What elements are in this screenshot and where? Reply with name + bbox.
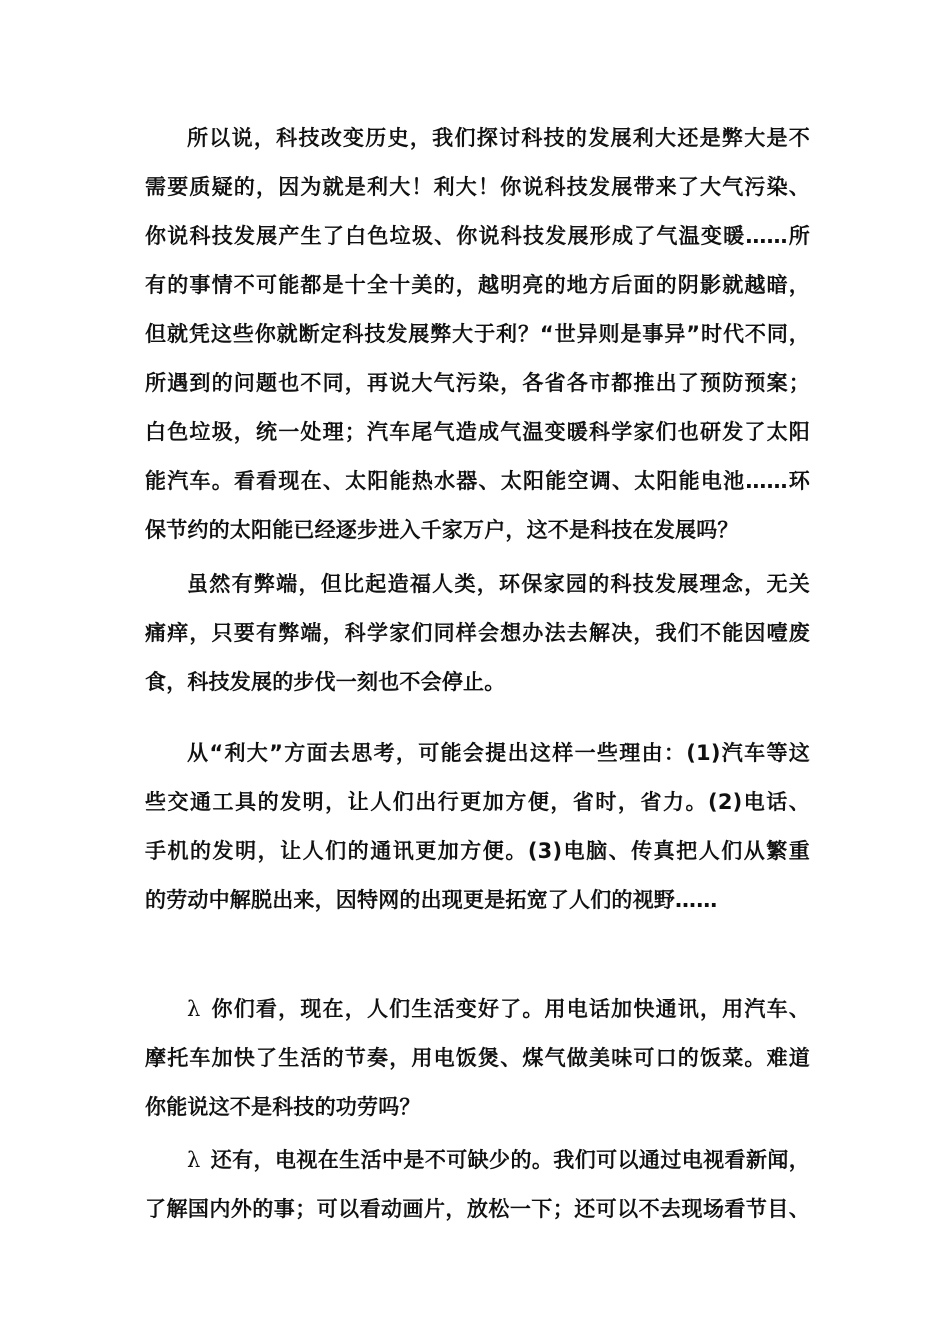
text-line: 痛痒，只要有弊端，科学家们同样会想办法去解决，我们不能因噎废 <box>145 621 810 645</box>
text-line: 需要质疑的，因为就是利大！利大！你说科技发展带来了大气污染、 <box>145 175 810 199</box>
text-line: 的劳动中解脱出来，因特网的出现更是拓宽了人们的视野…… <box>145 888 718 912</box>
text-line <box>187 1147 810 1173</box>
text-line: 有的事情不可能都是十全十美的，越明亮的地方后面的阴影就越暗， <box>145 273 810 297</box>
text-line: 保节约的太阳能已经逐步进入千家万户，这不是科技在发展吗？ <box>145 518 739 542</box>
text-line: 手机的发明，让人们的通讯更加方便。(3)电脑、传真把人们从繁重 <box>145 839 810 863</box>
text-line: 能汽车。看看现在、太阳能热水器、太阳能空调、太阳能电池……环 <box>145 469 810 493</box>
text-line: 但就凭这些你就断定科技发展弊大于利？“世异则是事异”时代不同， <box>145 322 810 346</box>
text-line: 了解国内外的事；可以看动画片，放松一下；还可以不去现场看节目、 <box>145 1197 810 1221</box>
lambda-bullet: λ <box>187 997 201 1021</box>
text-line: 从“利大”方面去思考，可能会提出这样一些理由：(1)汽车等这 <box>187 741 810 765</box>
text-line: 你说科技发展产生了白色垃圾、你说科技发展形成了气温变暖……所 <box>145 224 810 248</box>
text-line: 食，科技发展的步伐一刻也不会停止。 <box>145 670 506 694</box>
text-line: 所以说，科技改变历史，我们探讨科技的发展利大还是弊大是不 <box>187 126 810 150</box>
text-line: 些交通工具的发明，让人们出行更加方便，省时，省力。(2)电话、 <box>145 790 810 814</box>
text-line: 虽然有弊端，但比起造福人类，环保家园的科技发展理念，无关 <box>187 572 810 596</box>
text-line: 摩托车加快了生活的节奏，用电饭煲、煤气做美味可口的饭菜。难道 <box>145 1046 810 1070</box>
text-line: 所遇到的问题也不同，再说大气污染，各省各市都推出了预防预案； <box>145 371 810 395</box>
bullet-text: 还有，电视在生活中是不可缺少的。我们可以通过电视看新闻， <box>210 1148 810 1172</box>
text-line <box>187 996 810 1022</box>
text-line: 你能说这不是科技的功劳吗？ <box>145 1095 421 1119</box>
bullet-text: 你们看，现在，人们生活变好了。用电话加快通讯，用汽车、 <box>210 997 810 1021</box>
text-line: 白色垃圾，统一处理；汽车尾气造成气温变暖科学家们也研发了太阳 <box>145 420 810 444</box>
lambda-bullet: λ <box>187 1148 201 1172</box>
